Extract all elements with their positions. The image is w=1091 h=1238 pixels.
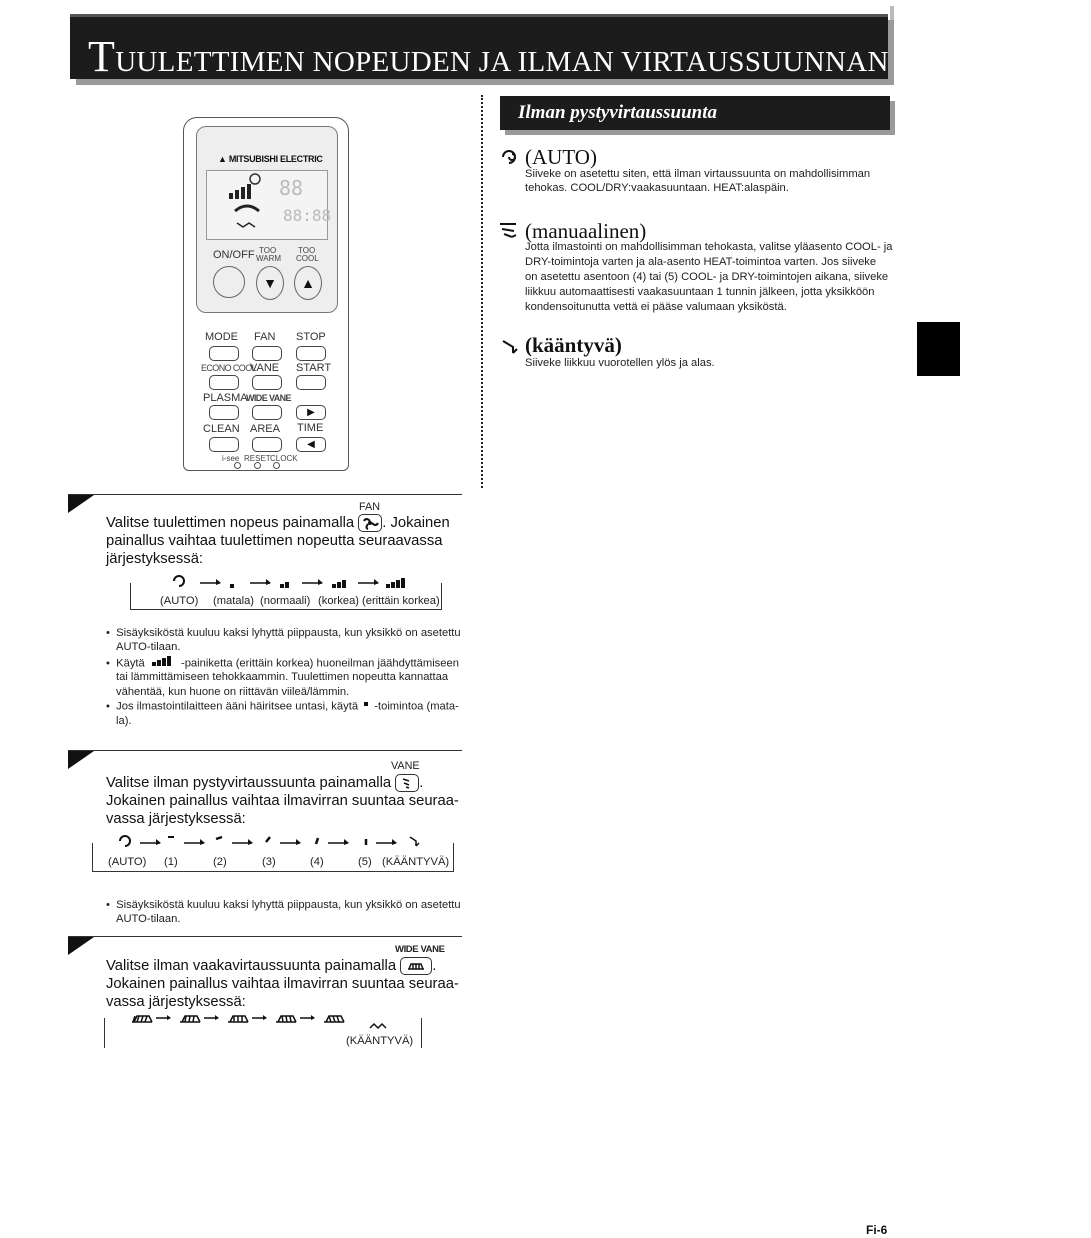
wide-vane-step-line-2: Jokainen painallus vaihtaa ilmavirran suuntaa seuraa- xyxy=(106,976,459,992)
i-see-label: i-see xyxy=(222,454,240,463)
vane-inline-button-icon xyxy=(395,774,419,792)
swing-mode-icon xyxy=(500,338,520,361)
wide-vane-step-text-1b: . xyxy=(432,958,437,974)
fan-bullet-2-line1b: -painiketta (erittäin korkea) huoneilman jäähdyttämiseen xyxy=(180,657,459,670)
vane-label: VANE xyxy=(250,362,280,374)
fan-seq-auto: (AUTO) xyxy=(160,595,199,607)
fan-button[interactable] xyxy=(252,346,282,361)
area-button[interactable] xyxy=(252,437,282,452)
econo-cool-label: ECONO COOL xyxy=(201,363,257,373)
manual-desc-line-5: kondensoitunutta vettä ei pääse valumaan yksiköstä. xyxy=(525,301,787,313)
time-label: TIME xyxy=(297,422,324,434)
page-title: TUULETTIMEN NOPEUDEN JA ILMAN VIRTAUSSUUNNAN SÄÄTÄMINEN xyxy=(88,32,1091,81)
stop-button[interactable] xyxy=(296,346,326,361)
fan-label: FAN xyxy=(254,331,276,343)
vane-button[interactable] xyxy=(252,375,282,390)
start-button[interactable] xyxy=(296,375,326,390)
temp-up-button[interactable]: ▲ xyxy=(294,266,322,300)
mode-button[interactable] xyxy=(209,346,239,361)
vane-step-line-2: Jokainen painallus vaihtaa ilmavirran suuntaa seuraa- xyxy=(106,793,459,809)
fan-step-marker xyxy=(68,495,94,513)
vane-seq-1: (1) xyxy=(164,856,178,868)
remote-lcd-screen xyxy=(206,170,332,240)
lcd-segments-icon xyxy=(207,171,332,239)
wide-vane-seq-swing: (KÄÄNTYVÄ) xyxy=(346,1035,414,1047)
fan-bullet-2-line2: tai lämmittämiseen tehokkaammin. Tuulettimen nopeutta kannattaa xyxy=(116,671,449,683)
chapter-tab xyxy=(917,322,960,376)
fan-step-line-2: painallus vaihtaa tuulettimen nopeutta seuraavassa xyxy=(106,533,443,549)
fan-step-rule xyxy=(68,494,462,495)
fan-bullet-1-line2: AUTO-tilaan. xyxy=(116,641,181,653)
area-label: AREA xyxy=(250,423,280,435)
wide-vane-inline-button-icon xyxy=(400,957,432,975)
wide-vane-label: WIDE VANE xyxy=(246,393,291,403)
remote-brand-text: MITSUBISHI ELECTRIC xyxy=(228,154,323,164)
fan-seq-high: (korkea) xyxy=(318,595,360,607)
manual-mode-icon xyxy=(498,222,520,245)
clock-label: CLOCK xyxy=(270,454,298,463)
fan-bullet-1-line1: Sisäyksiköstä kuuluu kaksi lyhyttä piippausta, kun yksikkö on asetettu xyxy=(116,627,461,639)
vane-step-line-1 xyxy=(106,774,423,792)
fan-step-line-3: järjestyksessä: xyxy=(106,551,204,567)
manual-desc-line-4: liikkuu automaattisesti vaakasuuntaan 1 tunnin jälkeen, jotta yksikköön xyxy=(525,286,875,298)
vane-seq-auto: (AUTO) xyxy=(108,856,147,868)
vane-step-marker xyxy=(68,751,94,769)
stop-label: STOP xyxy=(296,331,326,343)
manual-desc-line-3: on asetettu asentoon (4) tai (5) COOL- ja DRY-toimintojen aikana, siiveke xyxy=(525,271,889,283)
wide-vane-step-line-1 xyxy=(106,957,436,975)
vane-step-text-1b: . xyxy=(419,775,424,791)
section-heading-text: Ilman pystyvirtaussuunta xyxy=(518,102,718,123)
vane-step-line-3: vassa järjestyksessä: xyxy=(106,811,246,827)
auto-desc-line-1: Siiveke on asetettu siten, että ilman virtaussuunta on mahdollisimman xyxy=(525,168,871,180)
fan-seq-very-high: (erittäin korkea) xyxy=(362,595,440,607)
fan-seq-normal: (normaali) xyxy=(260,595,311,607)
fan-bullet-3: • Jos ilmastointilaitteen ääni häiritsee untasi, käytä -toimintoa (mata- xyxy=(106,700,459,713)
vane-seq-2: (2) xyxy=(213,856,227,868)
auto-mode-icon xyxy=(500,148,520,171)
too-warm-label-2: WARM xyxy=(256,254,282,263)
vane-seq-3: (3) xyxy=(262,856,276,868)
wide-vane-step-line-3: vassa järjestyksessä: xyxy=(106,994,246,1010)
time-back-button[interactable]: ◀ xyxy=(296,437,326,452)
vane-bullet-line1: Sisäyksiköstä kuuluu kaksi lyhyttä piippausta, kun yksikkö on asetettu xyxy=(116,899,461,911)
vane-seq-5: (5) xyxy=(358,856,372,868)
fan-bullet-2: • Käytä -painiketta (erittäin korkea) huoneilman jäähdyttämiseen xyxy=(106,655,459,672)
vane-bullet: • Sisäyksiköstä kuuluu kaksi lyhyttä piippausta, kun yksikkö on asetettu xyxy=(106,899,461,911)
fan-bullet-2-line1a: Käytä xyxy=(116,657,145,670)
wide-vane-step-marker xyxy=(68,937,94,955)
wide-vane-button-caption: WIDE VANE xyxy=(395,944,445,955)
clean-button[interactable] xyxy=(209,437,239,452)
vane-bullet-line2: AUTO-tilaan. xyxy=(116,913,181,925)
title-banner xyxy=(70,14,1091,81)
too-cool-label-2: COOL xyxy=(296,254,319,263)
fan-seq-low: (matala) xyxy=(213,595,255,607)
fan-bullet-1: • Sisäyksiköstä kuuluu kaksi lyhyttä piippausta, kun yksikkö on asetettu xyxy=(106,627,461,639)
vane-button-caption: VANE xyxy=(391,760,420,772)
auto-mode-title: (AUTO) xyxy=(525,145,597,169)
clock-pinhole[interactable] xyxy=(273,462,280,469)
fan-bullet-3-line1a: Jos ilmastointilaitteen ääni häiritsee untasi, käytä xyxy=(116,700,359,713)
manual-mode-title: (manuaalinen) xyxy=(525,219,647,243)
wide-vane-step-text-1a: Valitse ilman vaakavirtaussuunta painamalla xyxy=(106,958,397,974)
fan-step-text-1b: . Jokainen xyxy=(382,515,450,531)
reset-label: RESET xyxy=(244,454,271,463)
svg-text:88:88: 88:88 xyxy=(283,206,332,225)
svg-text:88: 88 xyxy=(279,176,304,200)
fan-step-line-1 xyxy=(106,514,450,532)
vane-step-text-1a: Valitse ilman pystyvirtaussuunta painamalla xyxy=(106,775,392,791)
on-off-button[interactable] xyxy=(213,266,245,298)
fan-step-text-1a: Valitse tuulettimen nopeus painamalla xyxy=(106,515,355,531)
too-cool-label-1: TOO xyxy=(298,246,316,255)
fan-bullet-3-line1b: -toimintoa (mata- xyxy=(374,700,459,713)
vane-step-rule xyxy=(68,750,462,751)
clean-label: CLEAN xyxy=(203,423,240,435)
plasma-button[interactable] xyxy=(209,405,239,420)
column-divider xyxy=(481,95,483,488)
auto-desc-line-2: tehokas. COOL/DRY:vaakasuuntaan. HEAT:alaspäin. xyxy=(525,182,789,194)
start-label: START xyxy=(296,362,332,374)
page-number: Fi-6 xyxy=(866,1223,888,1237)
fan-button-caption: FAN xyxy=(359,501,380,513)
reset-pinhole[interactable] xyxy=(254,462,261,469)
too-warm-label-1: TOO xyxy=(259,246,277,255)
remote-brand-logo: ▲ MITSUBISHI ELECTRIC xyxy=(218,154,323,164)
low-fan-icon xyxy=(361,699,371,714)
swing-desc: Siiveke liikkuu vuorotellen ylös ja alas. xyxy=(525,357,715,369)
manual-desc-line-1: Jotta ilmastointi on mahdollisimman tehokasta, valitse yläasento COOL- ja xyxy=(525,241,893,253)
plasma-label: PLASMA xyxy=(203,392,248,404)
on-off-label: ON/OFF xyxy=(213,249,255,261)
temp-down-button[interactable]: ▼ xyxy=(256,266,284,300)
swing-mode-title: (kääntyvä) xyxy=(525,333,622,357)
fan-bullet-3-line2: la). xyxy=(116,715,132,727)
time-forward-button[interactable]: ▶ xyxy=(296,405,326,420)
wide-vane-step-rule xyxy=(68,936,462,937)
i-see-pinhole[interactable] xyxy=(234,462,241,469)
vane-seq-swing: (KÄÄNTYVÄ) xyxy=(382,856,450,868)
manual-desc-line-2: DRY-toimintoja varten ja ala-asento HEAT-toimintoa varten. Jos siiveke xyxy=(525,256,877,268)
vane-seq-4: (4) xyxy=(310,856,324,868)
fan-bullet-2-line3: vähentää, kun huone on riittävän viileä/lämmin. xyxy=(116,686,350,698)
mode-label: MODE xyxy=(205,331,238,343)
wide-vane-button[interactable] xyxy=(252,405,282,420)
fan-inline-button-icon xyxy=(358,514,382,532)
econo-cool-button[interactable] xyxy=(209,375,239,390)
section-heading xyxy=(500,96,890,130)
